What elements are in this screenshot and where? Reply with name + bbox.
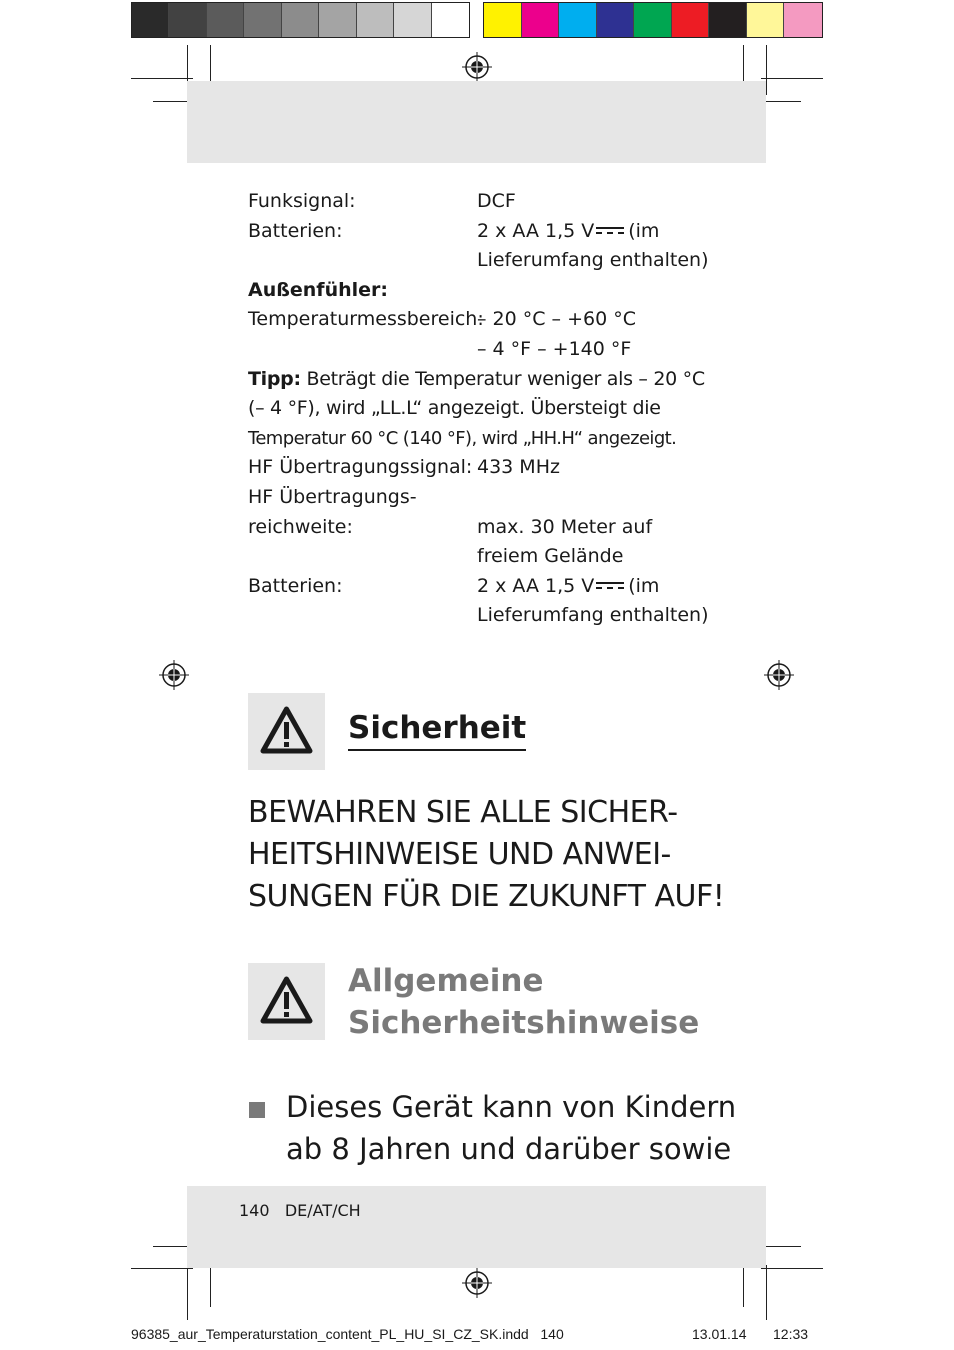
spec-value: – 4 °F – +140 °F bbox=[477, 337, 632, 360]
spec-value: Lieferumfang enthalten) bbox=[477, 249, 709, 272]
crop-mark bbox=[761, 101, 801, 102]
crop-mark bbox=[761, 78, 823, 79]
dc-symbol-icon bbox=[596, 581, 624, 591]
warning-triangle-icon bbox=[248, 963, 325, 1040]
caps-line: SUNGEN FÜR DIE ZUKUNFT AUF! bbox=[248, 879, 725, 914]
page-number: 140 bbox=[239, 1201, 270, 1220]
crop-mark bbox=[766, 1265, 767, 1320]
spec-label: HF Übertragungssignal: bbox=[248, 456, 473, 479]
heading-line: Allgemeine bbox=[348, 963, 544, 999]
color-swatch bbox=[522, 3, 560, 37]
dc-symbol-icon bbox=[596, 226, 624, 236]
color-swatch bbox=[484, 3, 522, 37]
crop-mark bbox=[743, 45, 744, 85]
gray-swatch bbox=[207, 3, 244, 37]
spec-row-batterien-cont bbox=[248, 246, 718, 276]
spec-value: 433 MHz bbox=[477, 456, 560, 479]
spec-value bbox=[477, 217, 718, 247]
battery-note: (im bbox=[628, 574, 660, 597]
spec-value: max. 30 Meter auf bbox=[477, 515, 653, 538]
spec-row-temperature bbox=[248, 305, 718, 335]
bullet-paragraph bbox=[286, 1086, 756, 1170]
color-swatch bbox=[747, 3, 785, 37]
footer-band bbox=[187, 1186, 766, 1268]
spec-row-batterien-2-cont bbox=[248, 601, 718, 631]
tip-text: Beträgt die Temperatur weniger als – 20 °C bbox=[300, 367, 705, 390]
spec-value bbox=[477, 572, 718, 602]
gray-swatch bbox=[244, 3, 281, 37]
spec-label: HF Übertragungs- bbox=[248, 485, 417, 508]
registration-mark-icon bbox=[159, 660, 189, 690]
registration-mark-icon bbox=[462, 1268, 492, 1298]
section-heading-general-safety bbox=[348, 960, 748, 1044]
color-swatch bbox=[597, 3, 635, 37]
spec-row-hf-range-cont2 bbox=[248, 542, 718, 572]
tip-line bbox=[248, 365, 718, 395]
spec-block bbox=[248, 187, 718, 631]
gray-swatch bbox=[132, 3, 169, 37]
section-heading-safety: Sicherheit bbox=[348, 708, 526, 751]
gray-swatch bbox=[394, 3, 431, 37]
gray-swatch bbox=[432, 3, 469, 37]
spec-value: freiem Gelände bbox=[477, 545, 624, 568]
caps-line: HEITSHINWEISE UND ANWEI- bbox=[248, 837, 671, 872]
gray-color-bar bbox=[131, 2, 470, 38]
bullet-square-icon bbox=[249, 1102, 265, 1118]
color-swatch bbox=[672, 3, 710, 37]
crop-mark bbox=[131, 78, 193, 79]
crop-mark bbox=[761, 1268, 823, 1269]
spec-label: Temperaturmessbereich: bbox=[248, 308, 484, 331]
crop-mark bbox=[210, 45, 211, 85]
battery-voltage: 2 x AA 1,5 V bbox=[477, 219, 595, 242]
spec-row-temperature-cont bbox=[248, 335, 718, 365]
battery-note: (im bbox=[628, 219, 660, 242]
gray-swatch bbox=[282, 3, 319, 37]
crop-mark bbox=[761, 1246, 801, 1247]
header-band bbox=[187, 81, 766, 163]
spec-value: Lieferumfang enthalten) bbox=[477, 604, 709, 627]
warning-triangle-icon bbox=[248, 693, 325, 770]
spec-row-hf-range-cont bbox=[248, 513, 718, 543]
page-footer bbox=[239, 1201, 361, 1220]
color-swatch bbox=[784, 3, 822, 37]
spec-value: – 20 °C – +60 °C bbox=[477, 308, 637, 331]
caps-line: BEWAHREN SIE ALLE SICHER- bbox=[248, 795, 678, 830]
color-swatch bbox=[709, 3, 747, 37]
crop-mark bbox=[766, 45, 767, 95]
registration-mark-icon bbox=[764, 660, 794, 690]
color-swatch bbox=[559, 3, 597, 37]
spec-label: reichweite: bbox=[248, 515, 353, 538]
spec-row-hf-range bbox=[248, 483, 718, 513]
paragraph-line: Dieses Gerät kann von Kindern bbox=[286, 1090, 737, 1124]
spec-value: DCF bbox=[477, 190, 516, 212]
slug-date: 13.01.14 bbox=[692, 1326, 747, 1342]
warning-icon-box bbox=[248, 693, 325, 770]
safety-instruction-caps bbox=[248, 792, 748, 918]
tip-text: (– 4 °F), wird „LL.L“ angezeigt. Übersteigt die bbox=[248, 397, 661, 420]
crop-mark bbox=[743, 1262, 744, 1307]
paragraph-line: ab 8 Jahren und darüber sowie bbox=[286, 1132, 732, 1166]
spec-label: Batterien: bbox=[248, 574, 343, 597]
slug-time: 12:33 bbox=[773, 1326, 809, 1342]
gray-swatch bbox=[319, 3, 356, 37]
spec-row-funksignal bbox=[248, 187, 718, 217]
section-subheading: Außenfühler: bbox=[248, 278, 388, 301]
crop-mark bbox=[131, 1268, 193, 1269]
slug-filename: 96385_aur_Temperaturstation_content_PL_HU_SI_CZ_SK.indd 140 bbox=[131, 1326, 564, 1342]
warning-icon-box bbox=[248, 963, 325, 1040]
crop-mark bbox=[210, 1262, 211, 1307]
process-color-bar bbox=[483, 2, 823, 38]
spec-row-batterien bbox=[248, 217, 718, 247]
crop-mark bbox=[187, 1265, 188, 1320]
battery-voltage: 2 x AA 1,5 V bbox=[477, 574, 595, 597]
heading-line: Sicherheitshinweise bbox=[348, 1005, 700, 1041]
registration-mark-icon bbox=[462, 52, 492, 82]
color-swatch bbox=[634, 3, 672, 37]
spec-row-batterien-2 bbox=[248, 572, 718, 602]
gray-swatch bbox=[357, 3, 394, 37]
spec-row-hf-signal bbox=[248, 453, 718, 483]
tip-label: Tipp: bbox=[248, 367, 301, 390]
tip-text: Temperatur 60 °C (140 °F), wird „HH.H“ angezeigt. bbox=[248, 427, 677, 449]
spec-label: Funksignal: bbox=[248, 190, 356, 212]
gray-swatch bbox=[169, 3, 206, 37]
region-code: DE/AT/CH bbox=[284, 1201, 361, 1220]
spec-label: Batterien: bbox=[248, 219, 343, 242]
